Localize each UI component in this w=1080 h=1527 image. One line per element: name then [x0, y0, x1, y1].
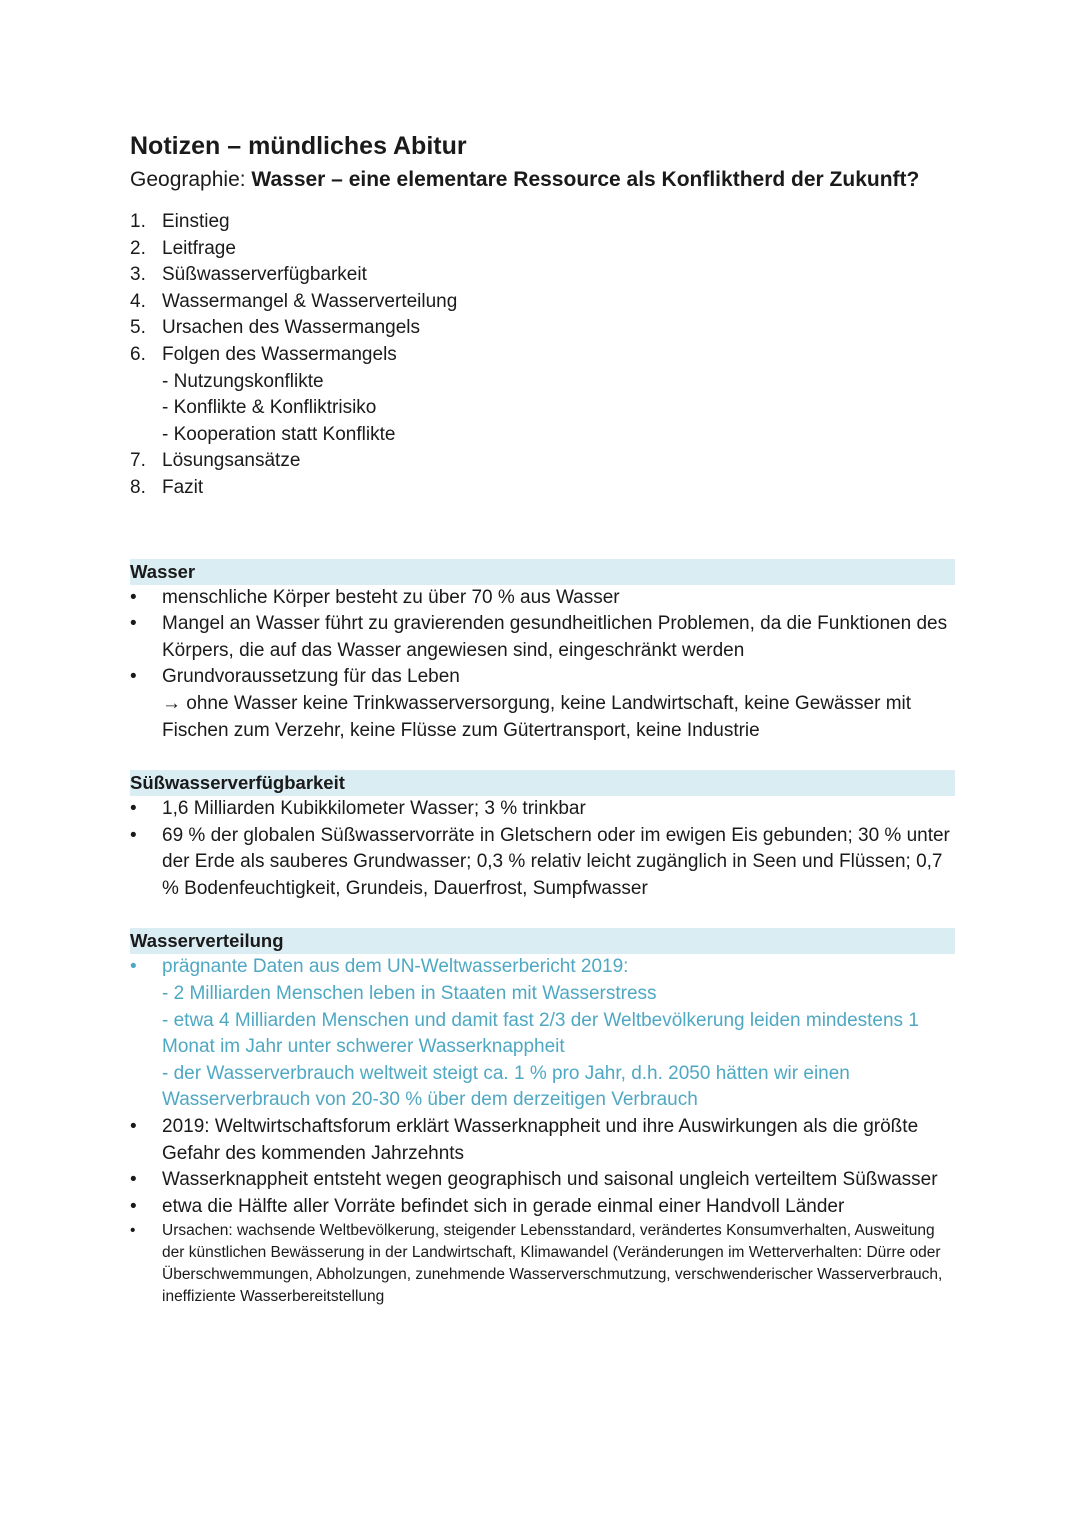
item-text: - 2 Milliarden Menschen leben in Staaten mit Wasserstress: [162, 983, 657, 1005]
list-item: [130, 664, 955, 744]
bullet-icon: •: [130, 1116, 137, 1138]
item-text: Wasserknappheit entsteht wegen geographisch und saisonal ungleich verteiltem Süßwasser: [162, 1169, 938, 1191]
item-text: Ursachen: wachsende Weltbevölkerung, steigender Lebensstandard, verändertes Konsumverhalten, Ausweitung der künstlichen Bewässerung in der Landwirtschaft, Klimawandel (Veränderungen im Wetterverhalten: Dürre oder Überschwemmungen, Abholzungen, zunehmende Wasserverschmutzung, verschwenderischer Wasserverbrauch, ineffiziente Wasserbereitstellung: [162, 1222, 943, 1306]
agenda-label: Leitfrage: [162, 237, 236, 259]
bullet-list: [130, 954, 955, 1308]
bullet-list: [130, 585, 955, 745]
agenda-item: [130, 448, 955, 475]
agenda-subitem: - Kooperation statt Konflikte: [162, 423, 396, 445]
section-wasser: [130, 559, 955, 745]
item-text: 2019: Weltwirtschaftsforum erklärt Wasserknappheit und ihre Auswirkungen als die größte Gefahr des kommenden Jahrzehnts: [162, 1116, 919, 1164]
topic-title: Wasser – eine elementare Ressource als Konfliktherd der Zukunft?: [251, 168, 920, 191]
item-text: → ohne Wasser keine Trinkwasserversorgung, keine Landwirtschaft, keine Gewässer mit Fischen zum Verzehr, keine Flüsse zum Gütertransport, keine Industrie: [162, 692, 912, 741]
agenda-label: Ursachen des Wassermangels: [162, 317, 421, 339]
list-item-small: [130, 1220, 955, 1308]
bullet-icon: •: [130, 1169, 137, 1191]
agenda-number: 6.: [130, 343, 146, 365]
page-subtitle: [130, 164, 955, 195]
agenda-item: [130, 315, 955, 342]
section-suesswasser: [130, 770, 955, 902]
agenda-number: 7.: [130, 450, 146, 472]
agenda-number: 1.: [130, 211, 146, 232]
agenda-item: [130, 342, 955, 448]
item-text: - der Wasserverbrauch weltweit steigt ca. 1 % pro Jahr, d.h. 2050 hätten wir einen Wasserverbrauch von 20-30 % über dem derzeitigen Verbrauch: [162, 1062, 850, 1111]
agenda-label: Süßwasserverfügbarkeit: [162, 264, 367, 286]
bullet-icon: •: [130, 956, 137, 978]
agenda-number: 8.: [130, 476, 146, 498]
subject-label: Geographie:: [130, 168, 252, 191]
list-item: [130, 1114, 955, 1167]
list-item: [130, 1194, 955, 1221]
agenda-item: [130, 289, 955, 316]
agenda-list: [130, 209, 955, 502]
bullet-icon: •: [130, 824, 137, 846]
agenda-number: 4.: [130, 290, 146, 312]
list-item: [130, 611, 955, 664]
agenda-subitem: - Nutzungskonflikte: [162, 370, 324, 392]
section-heading: Süßwasserverfügbarkeit: [130, 770, 955, 796]
item-text: menschliche Körper besteht zu über 70 % aus Wasser: [162, 586, 620, 608]
item-text: etwa die Hälfte aller Vorräte befindet sich in gerade einmal einer Handvoll Länder: [162, 1195, 845, 1217]
item-text: Grundvoraussetzung für das Leben: [162, 666, 460, 688]
item-text: Mangel an Wasser führt zu gravierenden gesundheitlichen Problemen, da die Funktionen des Körpers, die auf das Wasser angewiesen sind, eingeschränkt werden: [162, 613, 948, 661]
bullet-icon: •: [130, 666, 137, 688]
agenda-label: Lösungsansätze: [162, 450, 301, 472]
agenda-number: 2.: [130, 237, 146, 259]
section-wasserverteilung: [130, 928, 955, 1308]
item-text: 1,6 Milliarden Kubikkilometer Wasser; 3 % trinkbar: [162, 798, 586, 820]
bullet-list: [130, 796, 955, 902]
agenda-item: [130, 236, 955, 263]
agenda-number: 3.: [130, 264, 146, 286]
list-item: [130, 1167, 955, 1194]
agenda-label: Folgen des Wassermangels: [162, 343, 397, 365]
item-text: 69 % der globalen Süßwasservorräte in Gletschern oder im ewigen Eis gebunden; 30 % unter der Erde als sauberes Grundwasser; 0,3 % relativ leicht zugänglich in Seen und Flüssen; 0,7 % Bodenfeuchtigkeit, Grundeis, Dauerfrost, Sumpfwasser: [162, 824, 950, 899]
agenda-subitem: - Konflikte & Konfliktrisiko: [162, 397, 377, 419]
bullet-icon: •: [130, 613, 137, 635]
section-heading: Wasser: [130, 559, 955, 585]
agenda-number: 5.: [130, 317, 146, 339]
agenda-item: [130, 262, 955, 289]
agenda-item: [130, 475, 955, 502]
list-item: [130, 585, 955, 612]
list-item: [130, 796, 955, 823]
agenda-label: Fazit: [162, 476, 204, 498]
agenda-label: Einstieg: [162, 211, 230, 232]
item-text: - etwa 4 Milliarden Menschen und damit fast 2/3 der Weltbevölkerung leiden mindestens 1 Monat im Jahr unter schwerer Wasserknappheit: [162, 1009, 919, 1058]
list-item: [130, 823, 955, 903]
list-item-highlight: [130, 954, 955, 1114]
section-heading: Wasserverteilung: [130, 928, 955, 954]
page-title: Notizen – mündliches Abitur: [130, 132, 467, 160]
bullet-icon: •: [130, 798, 137, 820]
agenda-item: [130, 209, 955, 236]
bullet-icon: •: [130, 1222, 136, 1240]
bullet-icon: •: [130, 586, 137, 608]
item-text: prägnante Daten aus dem UN-Weltwasserbericht 2019:: [162, 956, 629, 978]
bullet-icon: •: [130, 1195, 137, 1217]
document-page: [130, 128, 955, 1308]
agenda-label: Wassermangel & Wasserverteilung: [162, 290, 458, 312]
